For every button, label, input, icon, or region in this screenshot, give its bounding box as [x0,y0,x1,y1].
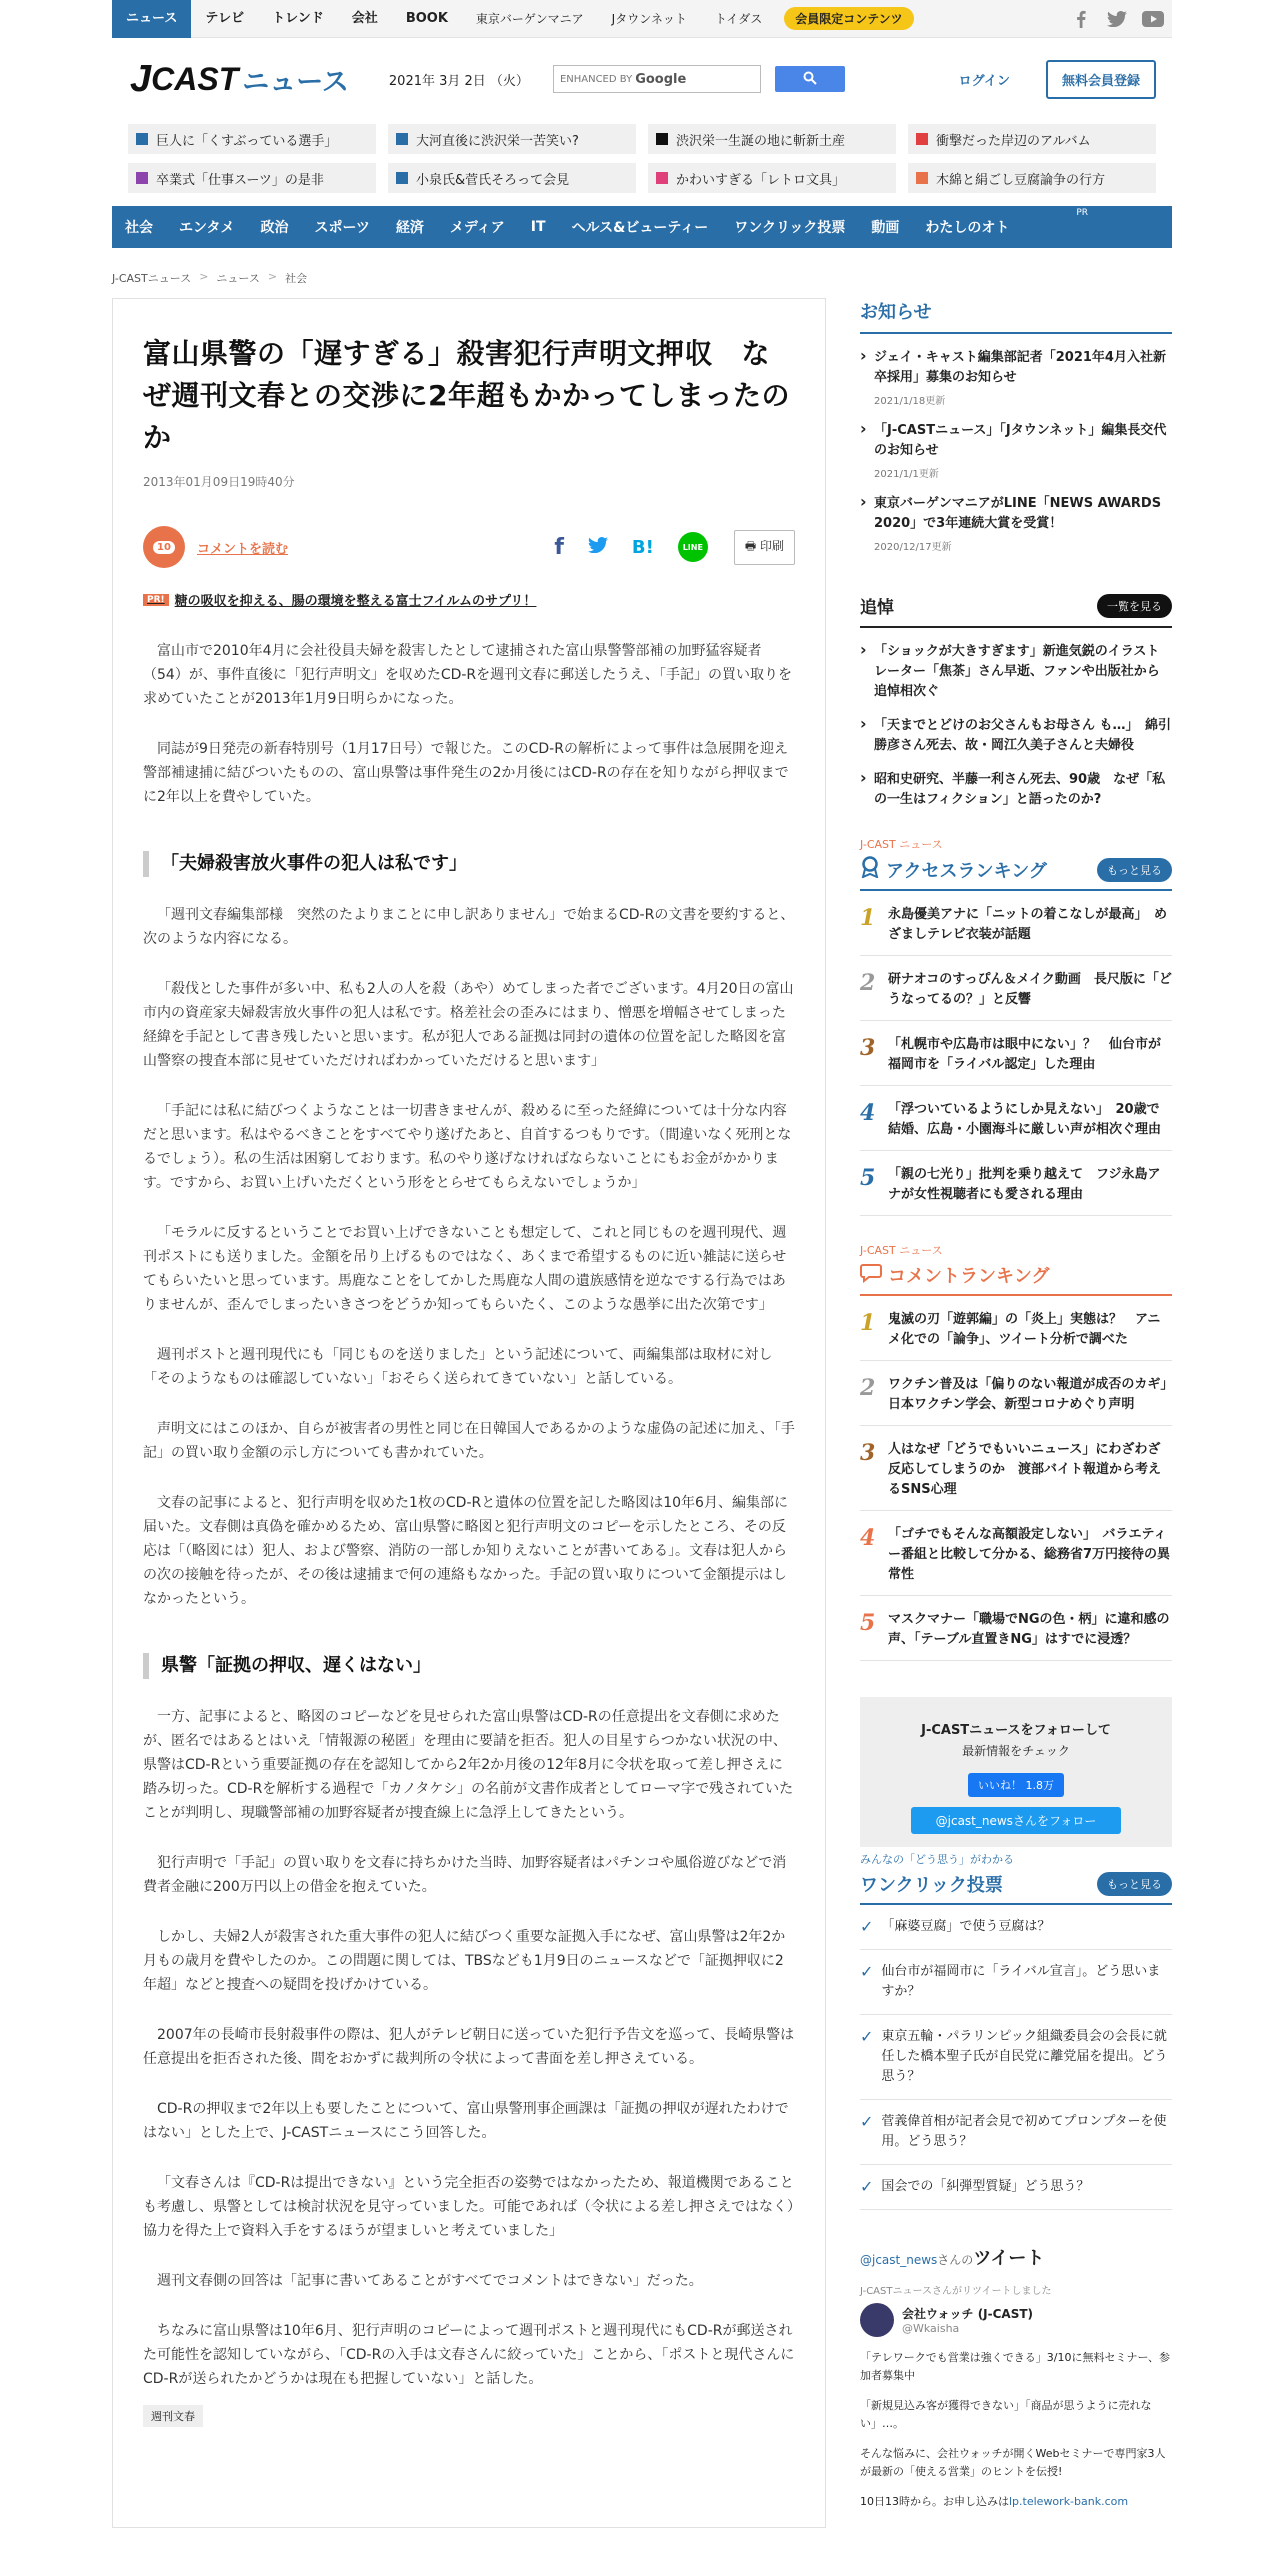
poll-item[interactable] [860,1905,1172,1950]
follow-text-2: 最新情報をチェック [962,1744,1070,1758]
article-paragraph: 声明文にはこのほか、自らが被害者の男性と同じ在日韓国人であるかのような虚偽の記述に加え、「手記」の買い取り金額の示し方についても書かれていた。 [143,1421,795,1461]
topnav-item-jtown[interactable]: Jタウンネット [611,11,687,26]
poll-list [860,1905,1172,2210]
pickup-link[interactable] [648,163,896,193]
category-link[interactable]: エンタメ [179,220,235,236]
topnav-item-trend[interactable]: トレンド [272,10,324,26]
pickup-link[interactable] [908,163,1156,193]
search-icon [803,70,817,89]
pickup-color-marker [916,133,928,145]
members-badge[interactable]: 会員限定コンテンツ [784,7,913,30]
article-paragraph: 「文春さんは『CD-Rは提出できない』という完全拒否の姿勢ではなかったため、報道機関であることも考慮し、県警としては検討状況を見守っていました。可能であれば（令状による差し押さえではなく）協力を得た上で資料入手をするほうが望ましいと考えていました」 [143,2175,794,2239]
poll-question: 仙台市が福岡市に「ライバル宣言」。どう思いますか？ [881,1964,1161,1999]
pickup-label: 大河直後に渋沢栄一苦笑い? [416,133,579,149]
poll-item[interactable] [860,2015,1172,2100]
breadcrumb-society[interactable]: 社会 [285,272,308,285]
search-placeholder: ENHANCED BY [559,73,633,85]
notice-date: 2021/1/18更新 [874,396,946,407]
topnav-item-toidas[interactable]: トイダス [714,11,763,26]
poll-more-button[interactable]: もっと見る [1097,1872,1172,1896]
notice-text: › 「J-CASTニュース」「Jタウンネット」編集長交代のお知らせ [874,423,1167,458]
obituary-item[interactable] [860,716,1172,756]
rank-number: 2 [860,1375,876,1401]
pickup-link[interactable] [388,163,636,193]
rank-title: 人はなぜ「どうでもいいニュース」にわざわざ反応してしまうのか 渡部バイト報道から考えるSNS心理 [888,1442,1162,1497]
site-header [112,38,1172,120]
sponsored-text: 糖の吸収を抑える、腸の環境を整える富士フイルムのサプリ！ [174,594,537,609]
article-paragraph: 「殺伐とした事件が多い中、私も2人の人を殺（あや）めてしまった者でございます。4月20日の富山市内の資産家夫婦殺害放火事件の犯人は私です。格差社会の歪みにはまり、憎悪を増幅させてしまった経緯を手記として書き残したいと思います。私が犯人である証拠は同封の遺体の位置を記した略図を富山警察の捜査本部に見せていただければわかっていただけると思います」 [143,981,794,1069]
notice-list [860,348,1172,553]
tweet-link[interactable]: lp.telework-bank.com [1009,2495,1129,2508]
follow-box [860,1697,1172,1847]
notice-date: 2020/12/17更新 [874,542,952,553]
comment-ranking-list [860,1296,1180,1661]
notice-item[interactable] [860,421,1172,480]
access-ranking-item[interactable] [860,956,1172,1021]
article-date: 2013年01月09日19時40分 [143,475,295,489]
topnav-item-news[interactable]: ニュース [112,0,191,38]
access-ranking-item[interactable] [860,1021,1172,1086]
category-link[interactable]: ワンクリック投票 [734,220,846,236]
poll-item[interactable] [860,2100,1172,2165]
rank-title: ワクチン普及は「偏りのない報道が成否のカギ」 日本ワクチン学会、新型コロナめぐり声明 [888,1377,1180,1412]
rank-title: 「ゴチでもそんな高額設定しない」 バラエティー番組と比較して分かる、総務省7万円接待の異常性 [888,1527,1171,1582]
page-wrapper [112,0,1180,2528]
print-label: 印刷 [759,538,784,553]
notice-heading: お知らせ [860,298,1172,334]
obituary-text: › 「天までとどけのお父さんもお母さん も…」 綿引勝彦さん死去、故・岡江久美子さんと夫婦役 [874,718,1172,753]
poll-question: 「麻婆豆腐」で使う豆腐は？ [881,1919,1051,1934]
obituary-text: › 「ショックが大きすぎます」新進気鋭のイラストレーター「焦茶」さん早逝、ファンや出版社から追悼相次ぐ [874,644,1160,699]
breadcrumb-separator: > [267,270,278,283]
retweet-label: J-CASTニュースさんがリツイートしました [860,2286,1052,2297]
rank-number: 5 [860,1610,876,1636]
check-icon: ✓ [860,2112,874,2131]
search-form [553,65,845,93]
pr-tag: PR! [143,594,169,606]
rank-number: 4 [860,1100,876,1126]
pickup-link[interactable] [388,124,636,154]
pickup-link[interactable] [128,124,376,154]
comment-ranking-item[interactable] [860,1511,1172,1596]
rank-number: 4 [860,1525,876,1551]
notice-date: 2021/1/1更新 [874,469,939,480]
topnav-item-book[interactable]: BOOK [405,10,448,26]
timeline-handle[interactable]: @jcast_news [860,2253,938,2267]
comment-ranking-header [860,1262,1172,1296]
sidebar [860,298,1180,2528]
category-link[interactable]: 社会 [125,220,153,236]
category-link[interactable]: メディア [449,220,505,236]
topnav-item-tv[interactable]: テレビ [205,10,245,26]
pickup-label: 渋沢栄一生誕の地に斬新土産 [676,133,846,149]
rank-number: 3 [860,1440,876,1466]
breadcrumb-home[interactable]: J-CASTニュース [112,272,192,285]
article-subheading: 県警「証拠の押収、遅くはない」 [143,1653,795,1679]
obituary-text: › 昭和史研究、半藤一利さん死去、90歳 なぜ「私の一生はフィクション」と語ったのか? [874,772,1166,807]
rank-title: 鬼滅の刃「遊郭編」の「炎上」実態は？ アニメ化での「論争」、ツイート分析で調べた [888,1312,1161,1347]
breadcrumb [112,270,1172,286]
comment-ranking-item[interactable] [860,1361,1180,1426]
timeline-suffix: さんの [937,2253,974,2267]
facebook-like-button[interactable]: いいね！ 1.8万 [968,1773,1064,1797]
tweet-text-part: 10日13時から。お申し込みは [860,2495,1009,2508]
twitter-icon[interactable] [1106,8,1128,30]
login-link[interactable]: ログイン [958,73,1010,89]
timeline-header [860,2244,1172,2270]
tweet-text [860,2493,1172,2511]
pickup-label: 木綿と絹ごし豆腐論争の行方 [936,172,1106,188]
check-icon: ✓ [860,2177,874,2196]
article-paragraph: CD-Rの押収まで2年以上も要したことについて、富山県警刑事企画課は「証拠の押収が遅れたわけではない」とした上で、J-CASTニュースにこう回答した。 [143,2101,789,2141]
rank-title: 「札幌市や広島市は眼中にない」？ 仙台市が福岡市を「ライバル認定」した理由 [888,1037,1162,1072]
rank-number: 1 [860,905,876,931]
logo-j: J [130,57,152,100]
article-paragraph: 同誌が9日発売の新春特別号（1月17日号）で報じた。このCD-Rの解析によって事件は急展開を迎え警部補逮捕に結びついたものの、富山県警は事件発生の2か月後にはCD-Rの存在を知りながら押収までに2年以上を費やしていた。 [143,741,789,805]
search-brand: Google [635,71,687,87]
category-link[interactable]: ヘルス&ビューティー [571,220,709,236]
tweet-account[interactable] [860,2303,1172,2337]
pickup-color-marker [396,133,408,145]
medal-icon [860,856,880,883]
notice-item[interactable] [860,494,1172,553]
poll-header [860,1871,1172,1905]
current-date: 2021年 3月 2日 （火） [388,73,529,89]
article-paragraph: 週刊ポストと週刊現代にも「同じものを送りました」という記述について、両編集部は取材に対し「そのようなものは確認していない」「おそらく送られてきていない」と話している。 [143,1347,773,1387]
facebook-icon[interactable] [1070,8,1092,30]
follow-text-1: J-CASTニュースをフォローして [921,1723,1111,1738]
tweet-text: 「テレワークでも営業は強くできる」3/10に無料セミナー、参加者募集中 [860,2351,1171,2382]
pickup-label: かわいすぎる「レトロ文具」 [676,172,846,188]
article-paragraph: 「手記には私に結びつくようなことは一切書きませんが、殺めるに至った経緯については十分な内容だと思います。私はやるべきことをすべてやり遂げたあと、自首するつもりです。（間違いなく死刑となるでしょう）。私の生活は困窮しております。私のやり遂げなければならないことにもお金がかかります。ですから、お買い上げいただくという形をとらせてもらえないでしょうか」 [143,1103,792,1191]
pickup-color-marker [136,172,148,184]
search-input[interactable] [553,65,761,93]
article [112,298,826,2528]
tweet-text: 「新規見込み客が獲得できない」「商品が思うように売れない」…。 [860,2399,1152,2430]
hatena-bookmark-icon[interactable]: B! [631,536,654,558]
comment-ranking-item[interactable] [860,1296,1172,1361]
access-ranking-item[interactable] [860,1086,1172,1151]
speech-bubble-icon [860,1263,882,1288]
printer-icon: 🖶 [744,538,760,553]
rank-title: マスクマナー「職場でNGの色・柄」に違和感の声、「テーブル直置きNG」はすでに浸透？ [888,1612,1170,1647]
category-pr-label: PR [1076,208,1088,218]
article-paragraph: しかし、夫婦2人が殺害された重大事件の犯人に結びつく重要な証拠入手になぜ、富山県警は2年2か月もの歳月を費やしたのか。この問題に関しては、TBSなども1月9日のニュースなどで「証拠押収に2年超」などと捜査への疑問を投げかけている。 [143,1929,786,1993]
rank-title: 「浮ついているようにしか見えない」 20歳で結婚、広島・小園海斗に厳しい声が相次ぐ理由 [888,1102,1162,1137]
article-paragraph: 「週刊文春編集部様 突然のたよりまことに申し訳ありません」で始まるCD-Rの文書を要約すると、次のような内容になる。 [143,907,795,947]
site-logo[interactable] [130,58,349,101]
comment-count: 10 [153,541,175,554]
notice-text: › 東京バーゲンマニアがLINE「NEWS AWARDS 2020」で3年連続大賞を受賞！ [874,496,1162,531]
check-icon: ✓ [860,1917,874,1936]
avatar [860,2303,894,2337]
topnav-item-company[interactable]: 会社 [351,10,378,26]
pickup-color-marker [656,172,668,184]
obituary-more-button[interactable]: 一覧を見る [1097,594,1172,618]
rank-number: 2 [860,970,876,996]
access-ranking-heading: アクセスランキング [886,860,1047,882]
article-paragraph: 文春の記事によると、犯行声明を収めた1枚のCD-Rと遺体の位置を記した略図は10年6月、編集部に届いた。文春側は真偽を確かめるため、富山県警に略図と犯行声明文のコピーを示したところ、その反応は「（略図には）犯人、および警察、消防の一部しか知りえないことが書いてある」。文春は犯人からの次の接触を待ったが、その後は逮捕まで何の連絡もなかった。手記の買い取りについて金額提示はしなかったという。 [143,1495,788,1607]
print-button[interactable] [734,530,795,565]
tweet-author-name: 会社ウォッチ (J-CAST) [902,2307,1034,2321]
tweet-text: そんな悩みに、会社ウォッチが開くWebセミナーで専門家3人が最新の「使える営業」のヒントを伝授! [860,2447,1166,2478]
rank-title: 永島優美アナに「ニットの着こなしが最高」 めざましテレビ衣装が話題 [888,907,1167,942]
poll-item[interactable] [860,2165,1172,2210]
pickup-link[interactable] [908,124,1156,154]
pickup-label: 衝撃だった岸辺のアルバム [936,133,1091,149]
rank-number: 1 [860,1310,876,1336]
check-icon: ✓ [860,1962,874,1981]
youtube-icon[interactable] [1142,8,1164,30]
pickup-color-marker [396,172,408,184]
article-tools [143,526,795,568]
social-links [1070,8,1172,30]
article-paragraph: 一方、記事によると、略図のコピーなどを見せられた富山県警はCD-Rの任意提出を文春側に求めたが、匿名ではあるとはいえ「情報源の秘匿」を理由に要請を拒否。犯人の目星すらつかない状況の中、県警はCD-Rという重要証拠の存在を認知してから2年2か月後の12年8月に令状を取って差し押さえに踏み切った。CD-Rを解析する過程で「カノタケシ」の名前が文書作成者としてローマ字で残されていたことが判明し、現職警部補の加野容疑者が捜査線上に急浮上してきたという。 [143,1709,794,1821]
category-link[interactable]: スポーツ [314,220,370,236]
register-button[interactable]: 無料会員登録 [1046,60,1156,99]
comment-count-icon[interactable] [143,526,185,568]
check-icon: ✓ [860,2027,874,2046]
access-ranking-header [860,856,1172,891]
search-button[interactable] [775,66,845,92]
rank-title: 「親の七光り」批判を乗り越えて フジ永島アナが女性視聴者にも愛される理由 [888,1167,1161,1202]
tweet-author-handle: @Wkaisha [902,2322,960,2335]
article-paragraph: ちなみに富山県警は10年6月、犯行声明のコピーによって週刊ポストと週刊現代にもCD-Rが郵送された可能性を認知していながら、「CD-Rの入手は文春さんに絞っていた」ことから、「ポストと現代さんにCD-Rが送られたかどうかは現在も把握していない」と話した。 [143,2323,795,2387]
obituary-heading: 追悼 [860,598,894,618]
access-ranking-item[interactable] [860,891,1172,956]
access-ranking-list [860,891,1172,1216]
pickup-label: 小泉氏&菅氏そろって会見 [416,172,570,188]
rank-number: 5 [860,1165,876,1191]
twitter-share-icon[interactable] [588,537,608,558]
breadcrumb-separator: > [199,270,209,283]
poll-label: みんなの「どう思う」がわかる [860,1853,1014,1866]
poll-question: 東京五輪・パラリンピック組織委員会の会長に就任した橋本聖子氏が自民党に離党届を提出。どう思う？ [881,2029,1168,2084]
poll-item[interactable] [860,1950,1172,2015]
topnav-item-bargain[interactable]: 東京バーゲンマニア [475,11,584,26]
category-link[interactable]: 政治 [260,220,289,236]
category-link[interactable]: 動画 [871,220,900,236]
poll-question: 国会での「糾弾型質疑」どう思う？ [881,2179,1090,2194]
pickup-links [112,120,1172,194]
pickup-label: 巨人に「くすぶっている選手」 [156,133,338,149]
article-paragraph: 犯行声明で「手記」の買い取りを文春に持ちかけた当時、加野容疑者はパチンコや風俗遊びなどで消費者金融に200万円以上の借金を抱えていた。 [143,1855,787,1895]
read-comments-link[interactable]: コメントを読む [197,541,289,557]
obituary-item[interactable] [860,770,1172,810]
article-paragraph: 週刊文春側の回答は「記事に書いてあることがすべてでコメントはできない」だった。 [157,2273,703,2289]
content-columns [112,298,1180,2528]
access-ranking-item[interactable] [860,1151,1172,1216]
category-link[interactable]: 経済 [395,220,424,236]
poll-question: 菅義偉首相が記者会見で初めてプロンプターを使用。どう思う？ [881,2114,1167,2149]
sponsored-link[interactable] [143,590,795,609]
notice-text: › ジェイ・キャスト編集部記者「2021年4月入社新卒採用」募集のお知らせ [874,350,1166,385]
logo-news: ニュース [242,66,349,97]
pickup-color-marker [916,172,928,184]
article-paragraph: 「モラルに反するということでお買い上げできないことも想定して、これと同じものを週刊現代、週刊ポストにも送りました。金額を吊り上げるものではなく、あくまで希望するものに近い雑誌に送らせてもらいたいと思っています。馬鹿なことをしてかした馬鹿な人間の遺族感情を逆なでする行為ではありませんが、歪んでしまったいきさつをどうか知ってもらいたく、このような愚挙に出た次第です」 [143,1225,787,1313]
access-ranking-more-button[interactable]: もっと見る [1097,858,1172,882]
jcast-label: J-CAST ニュース [860,838,943,851]
pickup-color-marker [656,133,668,145]
pickup-link[interactable] [128,163,376,193]
pickup-link[interactable] [648,124,896,154]
obituary-header [860,593,1172,628]
comment-ranking-item[interactable] [860,1596,1172,1661]
rank-number: 3 [860,1035,876,1061]
category-bar [112,206,1172,248]
poll-heading: ワンクリック投票 [860,1875,1003,1896]
line-share-icon[interactable]: LINE [678,532,708,562]
twitter-follow-button[interactable]: @jcast_newsさんをフォロー [911,1807,1121,1834]
comment-ranking-heading: コメントランキング [888,1266,1050,1287]
article-paragraph: 2007年の長崎市長射殺事件の際は、犯人がテレビ朝日に送っていた犯行予告文を巡って、長崎県警は任意提出を拒否された後、間をおかずに裁判所の令状によって書面を差し押さえている。 [143,2027,795,2067]
category-link[interactable]: IT [530,219,546,235]
article-tag[interactable]: 週刊文春 [143,2405,203,2427]
breadcrumb-news[interactable]: ニュース [216,272,260,285]
pickup-label: 卒業式「仕事スーツ」の是非 [156,172,324,188]
article-paragraph: 富山市で2010年4月に会社役員夫婦を殺害したとして逮捕された富山県警警部補の加野猛容疑者（54）が、事件直後に「犯行声明文」を収めたCD-Rを週刊文春に郵送したうえ、「手記」の買い取りを求めていたことが2013年1月9日明らかになった。 [143,643,792,707]
top-navigation [112,0,1172,38]
facebook-share-icon[interactable]: f [554,534,564,560]
article-subheading: 「夫婦殺害放火事件の犯人は私です」 [143,851,795,877]
timeline-title: ツイート [973,2248,1045,2269]
category-link[interactable]: わたしのオト [925,220,1010,236]
obituary-item[interactable] [860,642,1172,702]
comment-ranking-item[interactable] [860,1426,1172,1511]
twitter-timeline [860,2244,1172,2511]
share-buttons [554,532,708,562]
rank-title: 研ナオコのすっぴん＆メイク動画 長尺版に「どうなってるの？」と反響 [888,972,1172,1007]
logo-cast: CAST [151,60,239,97]
pickup-color-marker [136,133,148,145]
notice-item[interactable] [860,348,1172,407]
obituary-list [860,642,1172,810]
jcast-label: J-CAST ニュース [860,1244,943,1257]
article-title: 富山県警の「遅すぎる」殺害犯行声明文押収 なぜ週刊文春との交渉に2年超もかかってしまったのか [143,337,790,454]
